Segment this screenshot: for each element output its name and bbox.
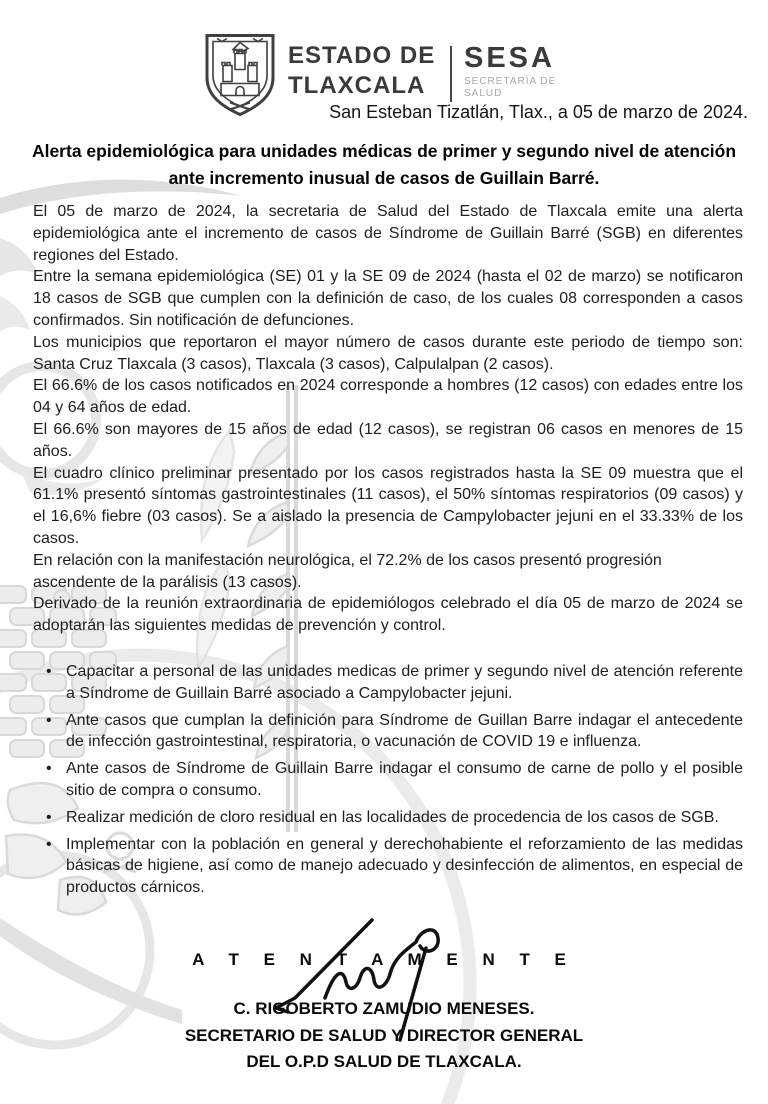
brand-name	[288, 41, 435, 101]
bullet-item: • Implementar con la población en general y derechohabiente el reforzamiento de las medidas básicas de higiene, así como de manejo adecuado y desinfección de alimentos, en especial de productos cárnicos.	[33, 834, 743, 899]
agency-acronym: SESA	[464, 42, 555, 74]
tlaxcala-coat-of-arms-icon	[202, 29, 278, 118]
document-title: Alerta epidemiológica para unidades médicas de primer y segundo nivel de atención ante incremento inusual de casos de Guillain Barré.	[31, 141, 737, 188]
brand-line1: ESTADO DE	[288, 42, 436, 69]
bullet-item: • Ante casos de Síndrome de Guillain Barre indagar el consumo de carne de pollo y el posible sitio de compra o consumo.	[33, 758, 743, 802]
paragraph: El cuadro clínico preliminar presentado por los casos registrados hasta la SE 09 muestra que el 61.1% presentó síntomas gastrointestinales (11 casos), el 50% síntomas respiratorios (09 casos) y el 16,6% fiebre (03 casos). Se a aislado la presencia de Campylobacter jejuni en el 33.33% de los casos.	[33, 464, 743, 547]
signer-role-line1: SECRETARIO DE SALUD Y DIRECTOR GENERAL	[184, 1026, 584, 1045]
signer-role-line2: DEL O.P.D SALUD DE TLAXCALA.	[246, 1052, 522, 1071]
document-body	[33, 201, 743, 904]
bullet-item: • Realizar medición de cloro residual en las localidades de procedencia de los casos de SGB.	[33, 807, 743, 829]
paragraph: Entre la semana epidemiológica (SE) 01 y la SE 09 de 2024 (hasta el 02 de marzo) se notificaron 18 casos de SGB que cumplen con la definición de caso, de los cuales 08 corresponden a casos confirmados. Sin notificación de defunciones.	[33, 268, 743, 329]
date-line: San Esteban Tizatlán, Tlax., a 05 de marzo de 2024.	[329, 102, 748, 122]
signer-name: C. RIGOBERTO ZAMUDIO MENESES.	[233, 999, 535, 1018]
agency-logo	[464, 43, 556, 100]
paragraph: Los municipios que reportaron el mayor número de casos durante este periodo de tiempo son: Santa Cruz Tlaxcala (3 casos), Tlaxcala (3 casos), Calpulalpan (2 casos).	[33, 333, 743, 373]
paragraph: En relación con la manifestación neurológica, el 72.2% de los casos presentó progresión ascendente de la parálisis (13 casos).	[33, 551, 662, 591]
measures-list	[33, 661, 743, 899]
paragraph: Derivado de la reunión extraordinaria de epidemiólogos celebrado el día 05 de marzo de 2024 se adoptarán las siguientes medidas de prevención y control.	[33, 595, 743, 635]
paragraph: El 66.6% son mayores de 15 años de edad (12 casos), se registran 06 casos en menores de 15 años.	[33, 420, 743, 460]
paragraph: El 66.6% de los casos notificados en 2024 corresponde a hombres (12 casos) con edades entre los 04 y 64 años de edad.	[33, 377, 743, 417]
agency-subtitle: SECRETARÍA DE SALUD	[464, 76, 557, 99]
bullet-item: • Ante casos que cumplan la definición para Síndrome de Guillan Barre indagar el antecedente de infección gastrointestinal, respiratoria, o vacunación de COVID 19 e influenza.	[33, 710, 743, 754]
header-divider	[450, 46, 452, 102]
bullet-item: • Capacitar a personal de las unidades medicas de primer y segundo nivel de atención referente a Síndrome de Guillain Barré asociado a Campylobacter jejuni.	[33, 661, 743, 705]
brand-line2: TLAXCALA	[288, 72, 426, 99]
closing-word: A T E N T A M E N T E	[192, 950, 576, 969]
paragraph: El 05 de marzo de 2024, la secretaria de Salud del Estado de Tlaxcala emite una alerta epidemiológica ante el incremento de casos de Síndrome de Guillain Barré (SGB) en diferentes regiones del Estado.	[33, 203, 743, 264]
